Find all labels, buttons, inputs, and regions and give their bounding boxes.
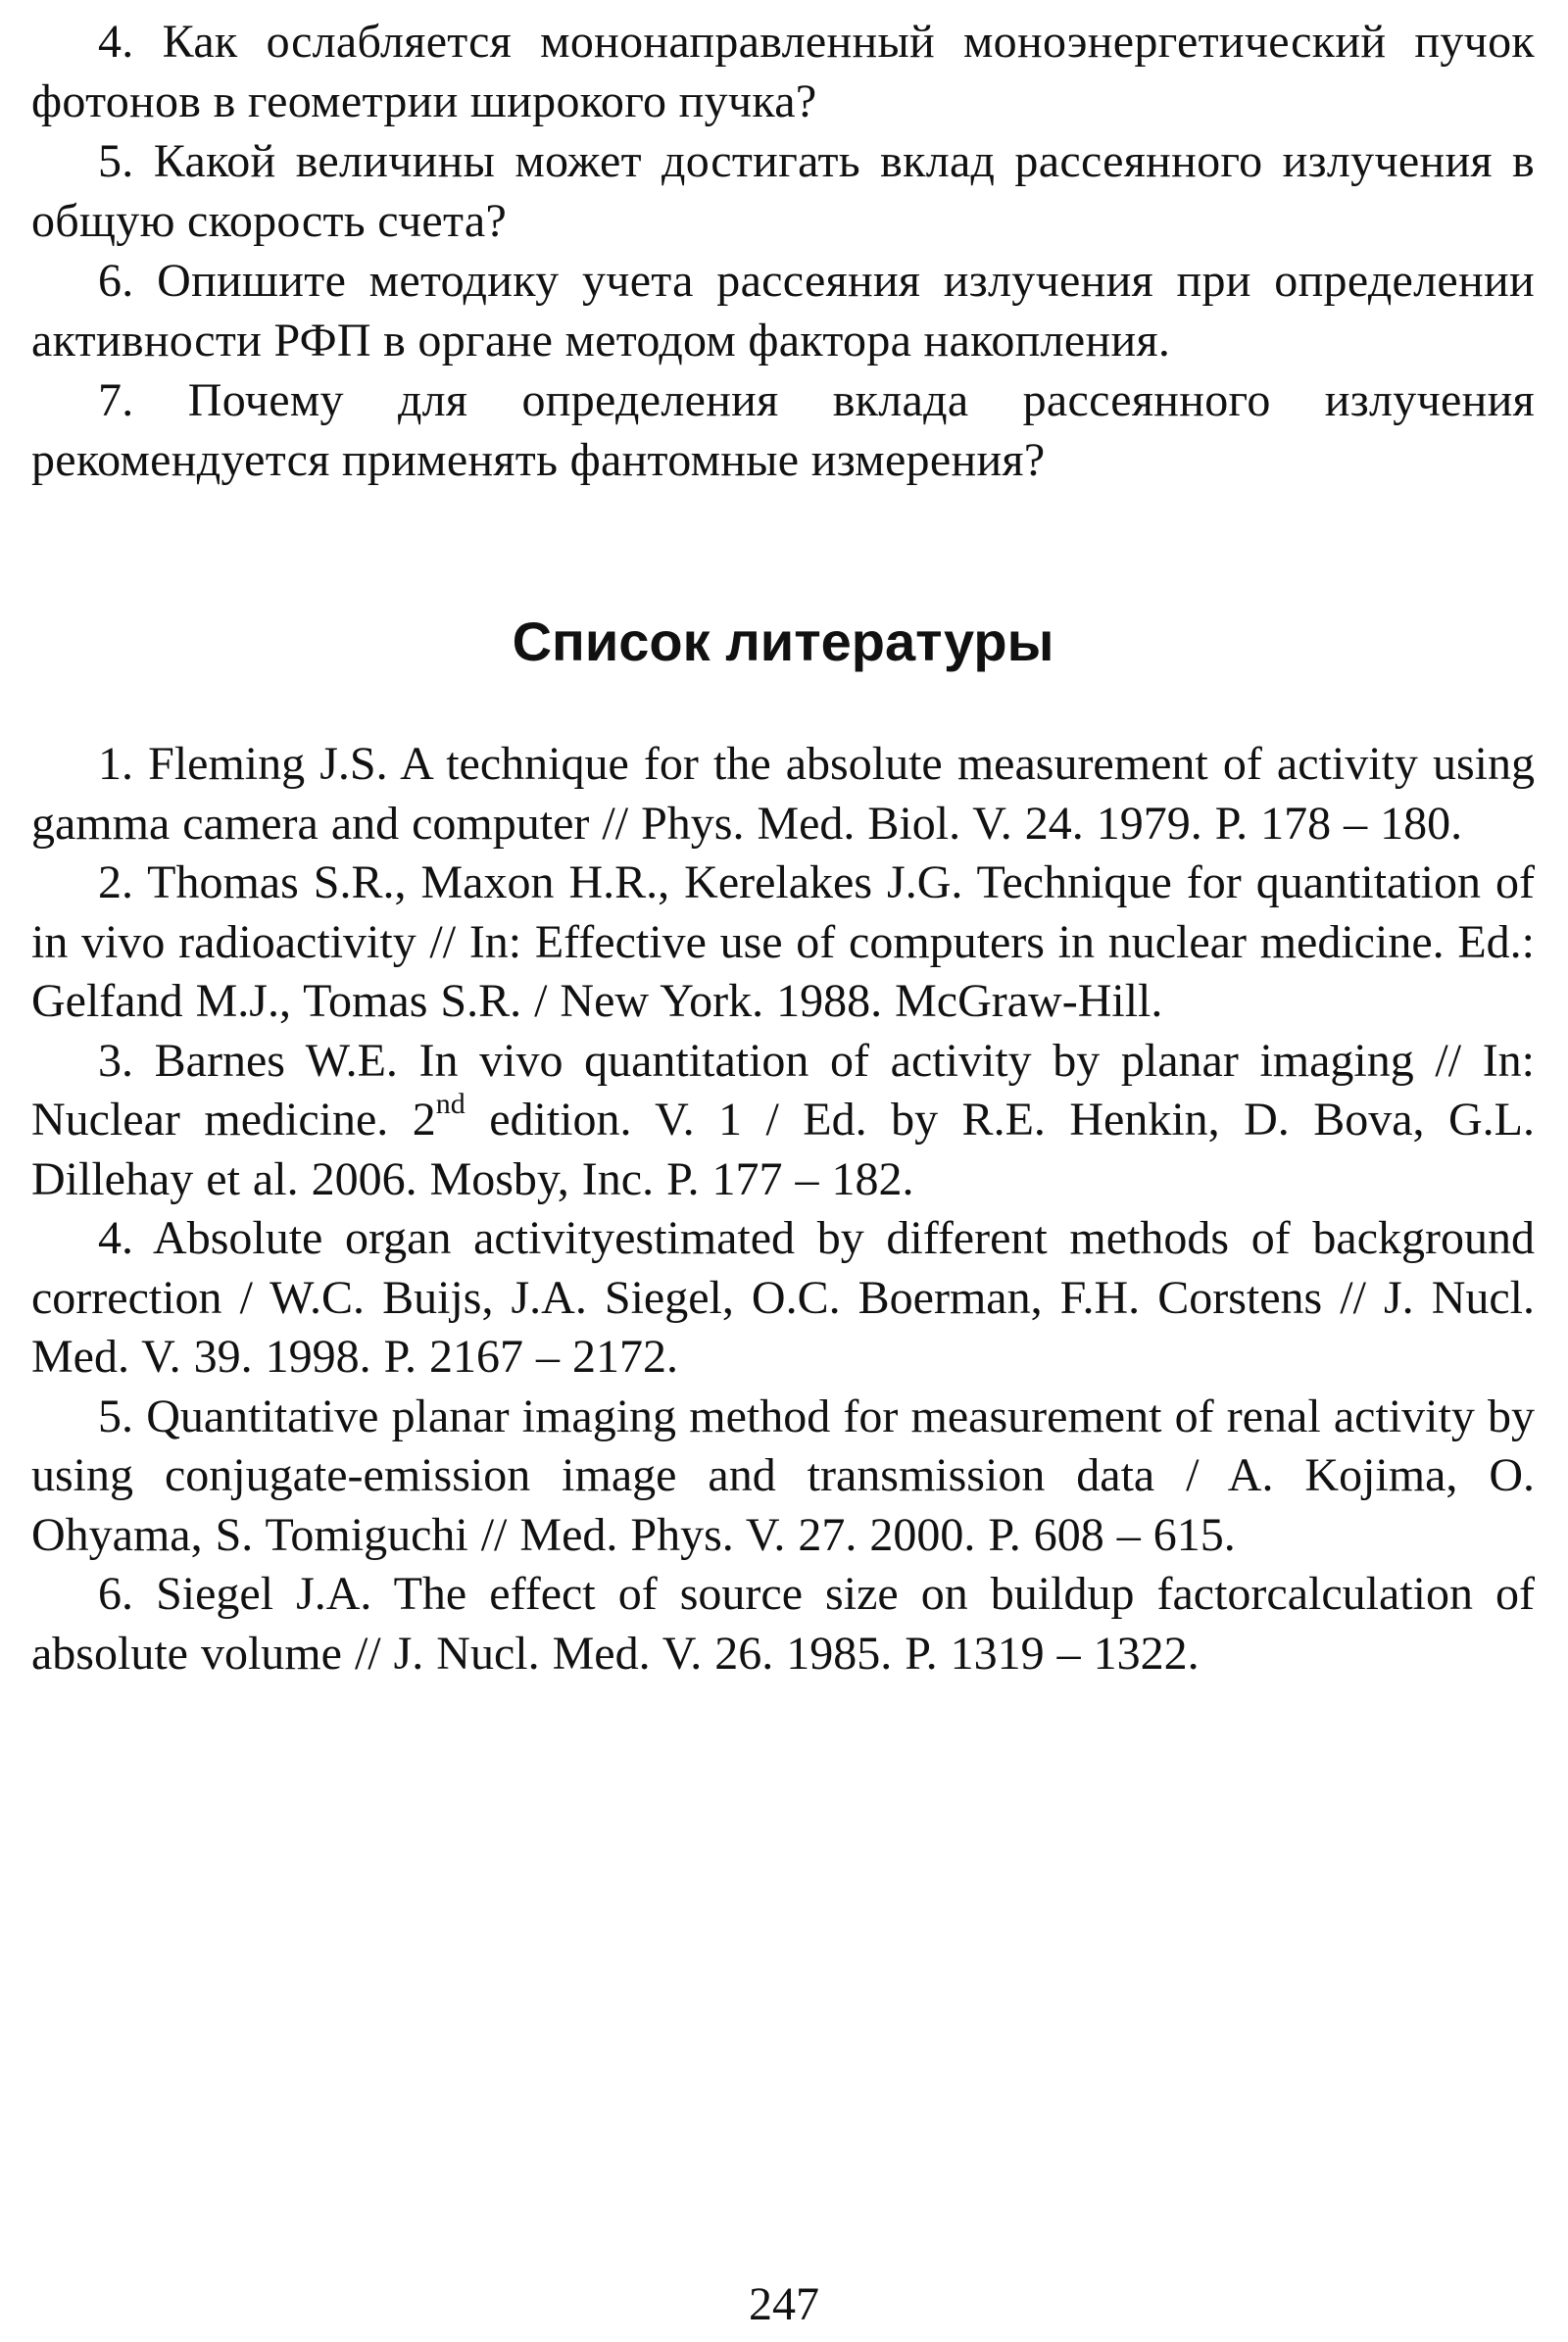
references-heading: Список литературы xyxy=(512,610,1054,672)
ordinal-superscript: nd xyxy=(435,1088,466,1120)
reference-number: 3. xyxy=(98,1034,133,1087)
reference-number: 2. xyxy=(98,856,133,908)
review-questions xyxy=(31,12,1535,490)
question-7 xyxy=(31,370,1535,490)
reference-number: 1. xyxy=(98,738,133,790)
reference-3 xyxy=(31,1032,1535,1210)
question-text: Как ослабляется мононаправленный моноэнергетический пучок фотонов в геометрии широкого пучка? xyxy=(31,16,1535,127)
reference-6 xyxy=(31,1565,1535,1683)
question-text: Почему для определения вклада рассеянного излучения рекомендуется применять фантомные измерения? xyxy=(31,374,1535,486)
reference-text: Fleming J.S. A technique for the absolute measurement of activity using gamma camera and computer // Phys. Med. Biol. V. 24. 1979. P. 178 – 180. xyxy=(31,738,1536,850)
reference-text: Quantitative planar imaging method for measurement of renal activity by using conjugate-emission image and transmission data / A. Kojima, O. Ohyama, S. Tomiguchi // Med. Phys. V. 27. 2000. P. 608 – 615. xyxy=(31,1390,1536,1561)
reference-text: Thomas S.R., Maxon H.R., Kerelakes J.G. Technique for quantitation of in vivo radioactivity // In: Effective use of computers in nuclear medicine. Ed.: Gelfand M.J., Tomas S.R. / New York. 1988. McGraw-Hill. xyxy=(31,856,1535,1027)
question-number: 6. xyxy=(98,255,134,307)
reference-1 xyxy=(31,735,1535,854)
question-text: Опишите методику учета рассеяния излучения при определении активности РФП в органе методом фактора накопления. xyxy=(31,255,1535,366)
reference-number: 6. xyxy=(98,1568,133,1620)
question-6 xyxy=(31,251,1535,370)
reference-2 xyxy=(31,854,1535,1032)
question-number: 7. xyxy=(98,374,134,426)
reference-5 xyxy=(31,1388,1535,1566)
question-text: Какой величины может достигать вклад рассеянного излучения в общую скорость счета? xyxy=(31,135,1535,247)
reference-4 xyxy=(31,1209,1535,1388)
question-5 xyxy=(31,131,1535,251)
reference-number: 4. xyxy=(98,1212,133,1264)
page-content xyxy=(31,12,1536,1680)
reference-text: Absolute organ activityestimated by different methods of background correction / W.C. Buijs, J.A. Siegel, O.C. Boerman, F.H. Corstens // J. Nucl. Med. V. 39. 1998. P. 2167 – 2172. xyxy=(31,1212,1535,1383)
reference-text: Siegel J.A. The effect of source size on buildup factorcalculation of absolute volume // J. Nucl. Med. V. 26. 1985. P. 1319 – 1322. xyxy=(31,1568,1536,1680)
page-number: 247 xyxy=(749,2278,819,2330)
question-number: 5. xyxy=(98,135,134,187)
references-list xyxy=(31,735,1535,1683)
question-4 xyxy=(31,12,1535,131)
reference-number: 5. xyxy=(98,1390,133,1442)
reference-text-after: edition. V. 1 / Ed. by R.E. Henkin, D. Bova, G.L. Dillehay et al. 2006. Mosby, Inc. P. 177 – 182. xyxy=(31,1094,1536,1205)
reference-text-before: Barnes W.E. In vivo quantitation of activity by planar imaging // In: Nuclear medicine. 2 xyxy=(31,1034,1536,1146)
question-number: 4. xyxy=(98,16,134,68)
